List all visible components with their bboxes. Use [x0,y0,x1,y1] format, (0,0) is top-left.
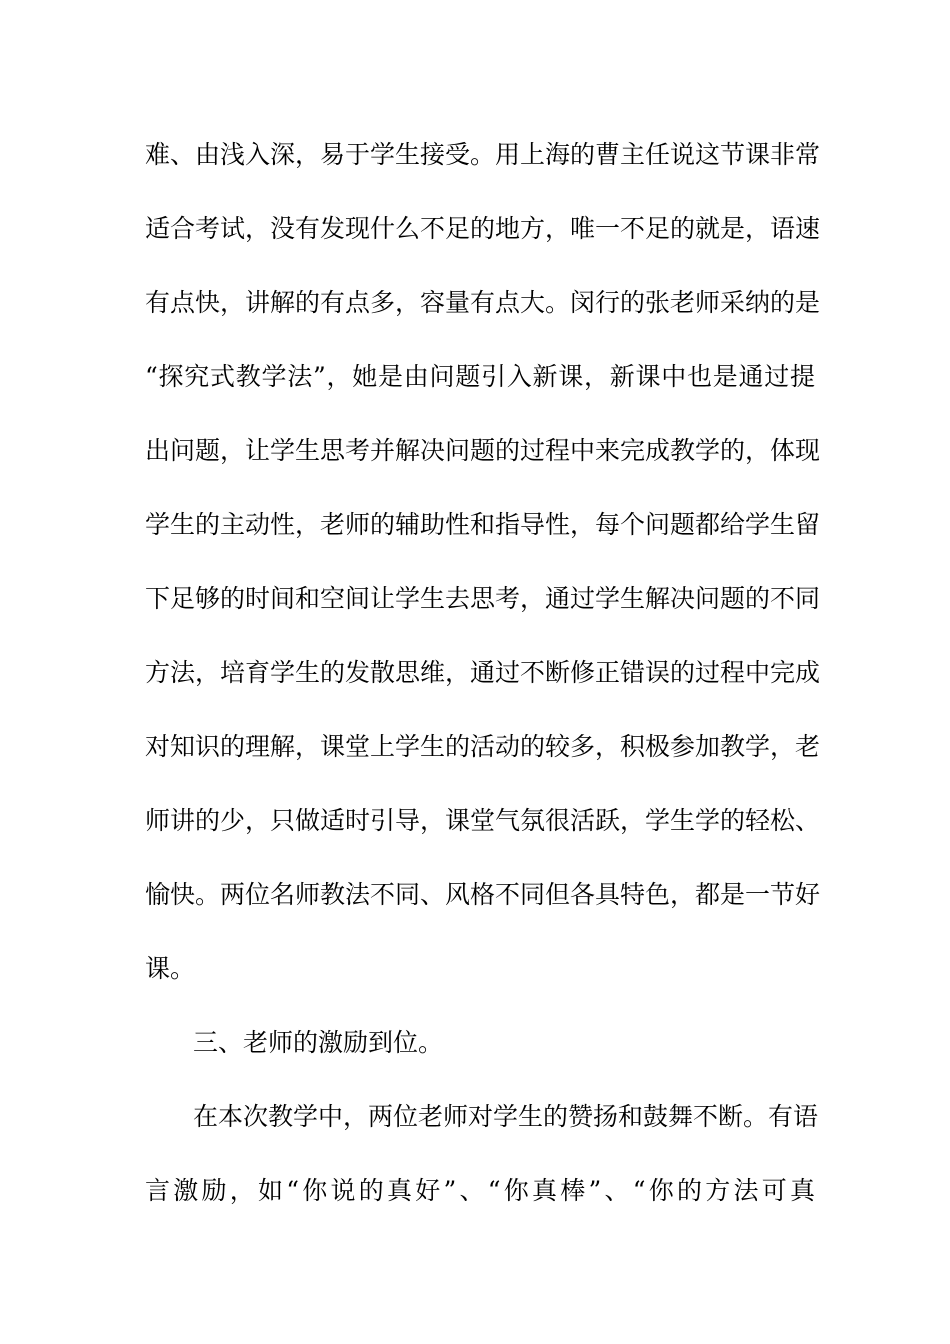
paragraph-line: 出问题，让学生思考并解决问题的过程中来完成教学的，体现 [145,436,821,465]
paragraph-line: 下足够的时间和空间让学生去思考，通过学生解决问题的不同 [145,584,821,613]
paragraph-line: 有点快，讲解的有点多，容量有点大。闵行的张老师采纳的是 [145,288,821,317]
paragraph-line: 愉快。两位名师教法不同、风格不同但各具特色，都是一节好 [145,880,821,909]
paragraph-line: 适合考试，没有发现什么不足的地方，唯一不足的就是，语速 [145,214,821,243]
paragraph-line: “探究式教学法”，她是由问题引入新课，新课中也是通过提 [145,362,815,391]
paragraph-line: 课。 [145,954,196,983]
paragraph-line: 难、由浅入深，易于学生接受。用上海的曹主任说这节课非常 [145,140,821,169]
paragraph-line: 方法，培育学生的发散思维，通过不断修正错误的过程中完成 [145,658,821,687]
paragraph-line: 在本次教学中，两位老师对学生的赞扬和鼓舞不断。有语 [193,1102,819,1131]
paragraph-line: 对知识的理解，课堂上学生的活动的较多，积极参加教学，老 [145,732,821,761]
section-heading: 三、老师的激励到位。 [193,1028,444,1057]
paragraph-line: 师讲的少，只做适时引导，课堂气氛很活跃，学生学的轻松、 [145,806,821,835]
paragraph-line: 学生的主动性，老师的辅助性和指导性，每个问题都给学生留 [145,510,821,539]
paragraph-line: 言激励，如“你说的真好”、“你真棒”、“你的方法可真 [145,1176,815,1205]
